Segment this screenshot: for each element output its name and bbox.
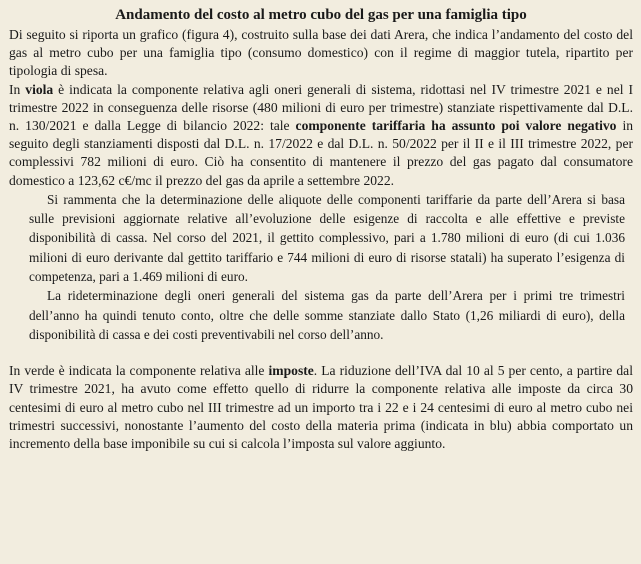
paragraph-gap (9, 344, 633, 362)
oneri-text-e: in seguito degli stanziamenti disposti dal D.L. n. 17/2022 e dal D.L. n. 50/2022 per il II e il III trimestre 2022, per complessivi 782 milioni di euro. Ciò ha consentito di mantenere il prezzo del gas pagato dal consumatore domestico a 123,62 c€/mc il prezzo del gas da aprile a settembre 2022. (9, 118, 634, 188)
imposte-bold: imposte (268, 363, 314, 379)
imposte-paragraph (9, 362, 633, 453)
intro-text: Di seguito si riporta un grafico (figura 4), costruito sulla base dei dati Arera, che indica l’andamento del costo del gas al metro cubo per una famiglia tipo (consumo domestico) con il regime di maggior tutela, ripartito per tipologia di spesa. (9, 27, 633, 79)
oneri-text-a: In (9, 81, 26, 97)
quote-text-2: La rideterminazione degli oneri generali del sistema gas da parte dell’Arera per i primi tre trimestri dell’anno ha quindi tenuto conto, oltre che delle somme stanziate dallo Stato (1,26 miliardi di euro), della disponibilità di cassa e dei costi preventivabili nel corso dell’anno. (29, 288, 625, 342)
intro-paragraph (9, 26, 633, 81)
oneri-bold-negativo: componente tariffaria ha assunto poi valore negativo (295, 118, 617, 134)
page-title: Andamento del costo al metro cubo del gas per una famiglia tipo (115, 7, 527, 23)
oneri-paragraph (9, 81, 633, 190)
imposte-text-a: In verde è indicata la componente relativa alle (9, 363, 269, 379)
quote-text-1: Si rammenta che la determinazione delle aliquote delle componenti tariffarie da parte dell’Arera si basa sulle previsioni aggiornate relative all’evoluzione delle esigenze di raccolta e alle effettive e previste disponibilità di cassa. Nel corso del 2021, il gettito complessivo, pari a 1.780 milioni di euro (di cui 1.036 milioni di euro derivante dal gettito tariffario e 744 milioni di euro di risorse statali) ha superato l’esigenza di competenza, pari a 1.469 milioni di euro. (29, 191, 625, 285)
oneri-bold-viola: viola (25, 81, 54, 97)
quote-paragraph-2 (9, 286, 633, 344)
imposte-text-c: . La riduzione dell’IVA dal 10 al 5 per cento, a partire dal IV trimestre 2021, ha avuto come effetto quello di ridurre la componente relativa alle imposte da circa 30 centesimi di euro al metro cubo nel III trimestre ad un importo tra i 22 e i 24 centesimi di euro al metro cubo nei trimestri successivi, nonostante l’aumento del costo della materia prima (indicata in blu) abbia comportato un incremento della base imponibile su cui si calcola l’imposta sul valore aggiunto. (9, 363, 633, 452)
quote-paragraph-1 (9, 190, 633, 286)
oneri-text-c: è indicata la componente relativa agli oneri generali di sistema, ridottasi nel IV trimestre 2021 e nel I trimestre 2022 in conseguenza delle risorse (480 milioni di euro per trimestre) stanziate rispettivamente dal D.L. n. 130/2021 e dalla Legge di bilancio 2022: tale (9, 81, 633, 134)
